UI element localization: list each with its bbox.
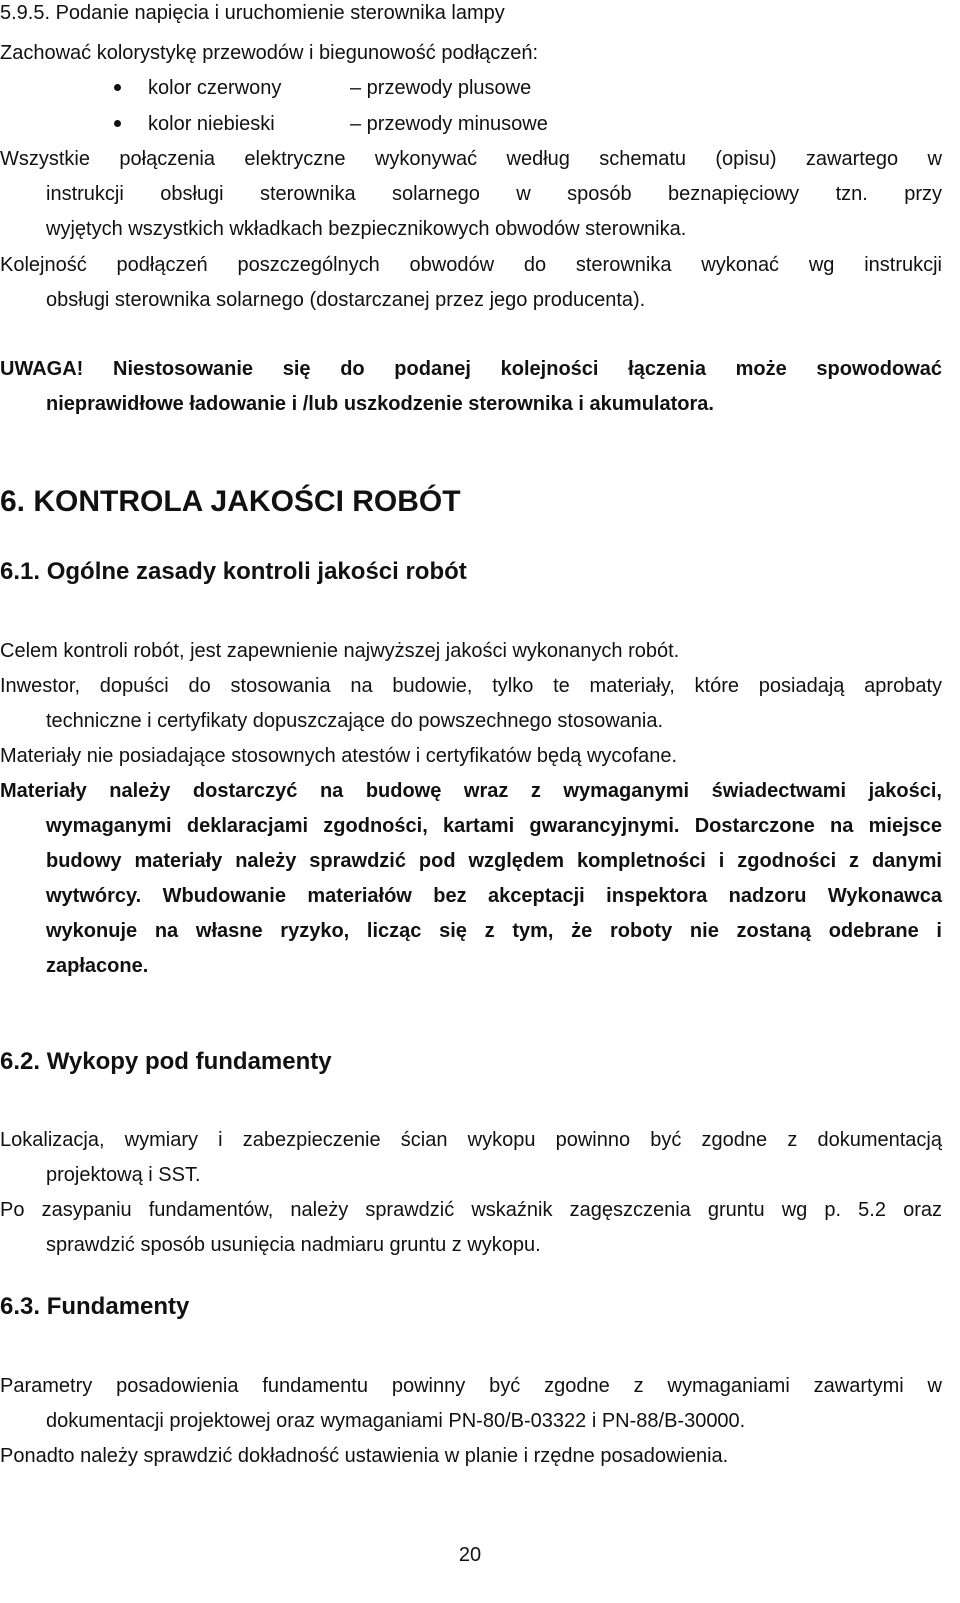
bold-paragraph-line: Materiały należy dostarczyć na budowę wraz z wymaganymi świadectwami jakości, — [0, 780, 942, 802]
paragraph-line: Lokalizacja, wymiary i zabezpieczenie ścian wykopu powinno być zgodne z dokumentacją — [0, 1129, 942, 1151]
page-number: 20 — [458, 1544, 482, 1566]
bullet-color: kolor czerwony — [148, 77, 282, 99]
bullet-icon — [114, 84, 121, 91]
section-heading-62: 6.2. Wykopy pod fundamenty — [0, 1048, 332, 1075]
bullet-meaning: – przewody plusowe — [350, 77, 532, 99]
paragraph-line: Materiały nie posiadające stosownych atestów i certyfikatów będą wycofane. — [0, 745, 678, 767]
bold-paragraph-line: zapłacone. — [46, 955, 149, 977]
paragraph-line: obsługi sterownika solarnego (dostarczanej przez jego producenta). — [46, 289, 646, 311]
intro-line: Zachować kolorystykę przewodów i biegunowość podłączeń: — [0, 42, 539, 64]
paragraph-line: Wszystkie połączenia elektryczne wykonywać według schematu (opisu) zawartego w — [0, 148, 942, 170]
paragraph-line: Celem kontroli robót, jest zapewnienie najwyższej jakości wykonanych robót. — [0, 640, 680, 662]
warning-line: nieprawidłowe ładowanie i /lub uszkodzenie sterownika i akumulatora. — [46, 393, 714, 415]
paragraph-line: techniczne i certyfikaty dopuszczające do powszechnego stosowania. — [46, 710, 664, 732]
bullet-icon — [114, 120, 121, 127]
chapter-heading: 6. KONTROLA JAKOŚCI ROBÓT — [0, 485, 461, 518]
paragraph-line: Kolejność podłączeń poszczególnych obwodów do sterownika wykonać wg instrukcji — [0, 254, 942, 276]
paragraph-line: Po zasypaniu fundamentów, należy sprawdzić wskaźnik zagęszczenia gruntu wg p. 5.2 oraz — [0, 1199, 942, 1221]
bold-paragraph-line: wymaganymi deklaracjami zgodności, kartami gwarancyjnymi. Dostarczone na miejsce — [46, 815, 942, 837]
bold-paragraph-line: wykonuje na własne ryzyko, licząc się z tym, że roboty nie zostaną odebrane i — [46, 920, 942, 942]
section-heading-61: 6.1. Ogólne zasady kontroli jakości robót — [0, 558, 467, 585]
paragraph-line: Parametry posadowienia fundamentu powinny być zgodne z wymaganiami zawartymi w — [0, 1375, 942, 1397]
bold-paragraph-line: wytwórcy. Wbudowanie materiałów bez akceptacji inspektora nadzoru Wykonawca — [46, 885, 942, 907]
warning-line: UWAGA! Niestosowanie się do podanej kolejności łączenia może spowodować — [0, 358, 942, 380]
section-heading-595: 5.9.5. Podanie napięcia i uruchomienie sterownika lampy — [0, 2, 505, 24]
paragraph-line: instrukcji obsługi sterownika solarnego w sposób beznapięciowy tzn. przy — [46, 183, 942, 205]
paragraph-line: Ponadto należy sprawdzić dokładność ustawienia w planie i rzędne posadowienia. — [0, 1445, 729, 1467]
paragraph-line: sprawdzić sposób usunięcia nadmiaru gruntu z wykopu. — [46, 1234, 541, 1256]
bullet-meaning: – przewody minusowe — [350, 113, 548, 135]
paragraph-line: wyjętych wszystkich wkładkach bezpiecznikowych obwodów sterownika. — [46, 218, 687, 240]
bullet-color: kolor niebieski — [148, 113, 275, 135]
paragraph-line: projektową i SST. — [46, 1164, 201, 1186]
paragraph-line: Inwestor, dopuści do stosowania na budowie, tylko te materiały, które posiadają aprobaty — [0, 675, 942, 697]
section-heading-63: 6.3. Fundamenty — [0, 1293, 190, 1320]
paragraph-line: dokumentacji projektowej oraz wymaganiami PN-80/B-03322 i PN-88/B-30000. — [46, 1410, 746, 1432]
bold-paragraph-line: budowy materiały należy sprawdzić pod względem kompletności i zgodności z danymi — [46, 850, 942, 872]
